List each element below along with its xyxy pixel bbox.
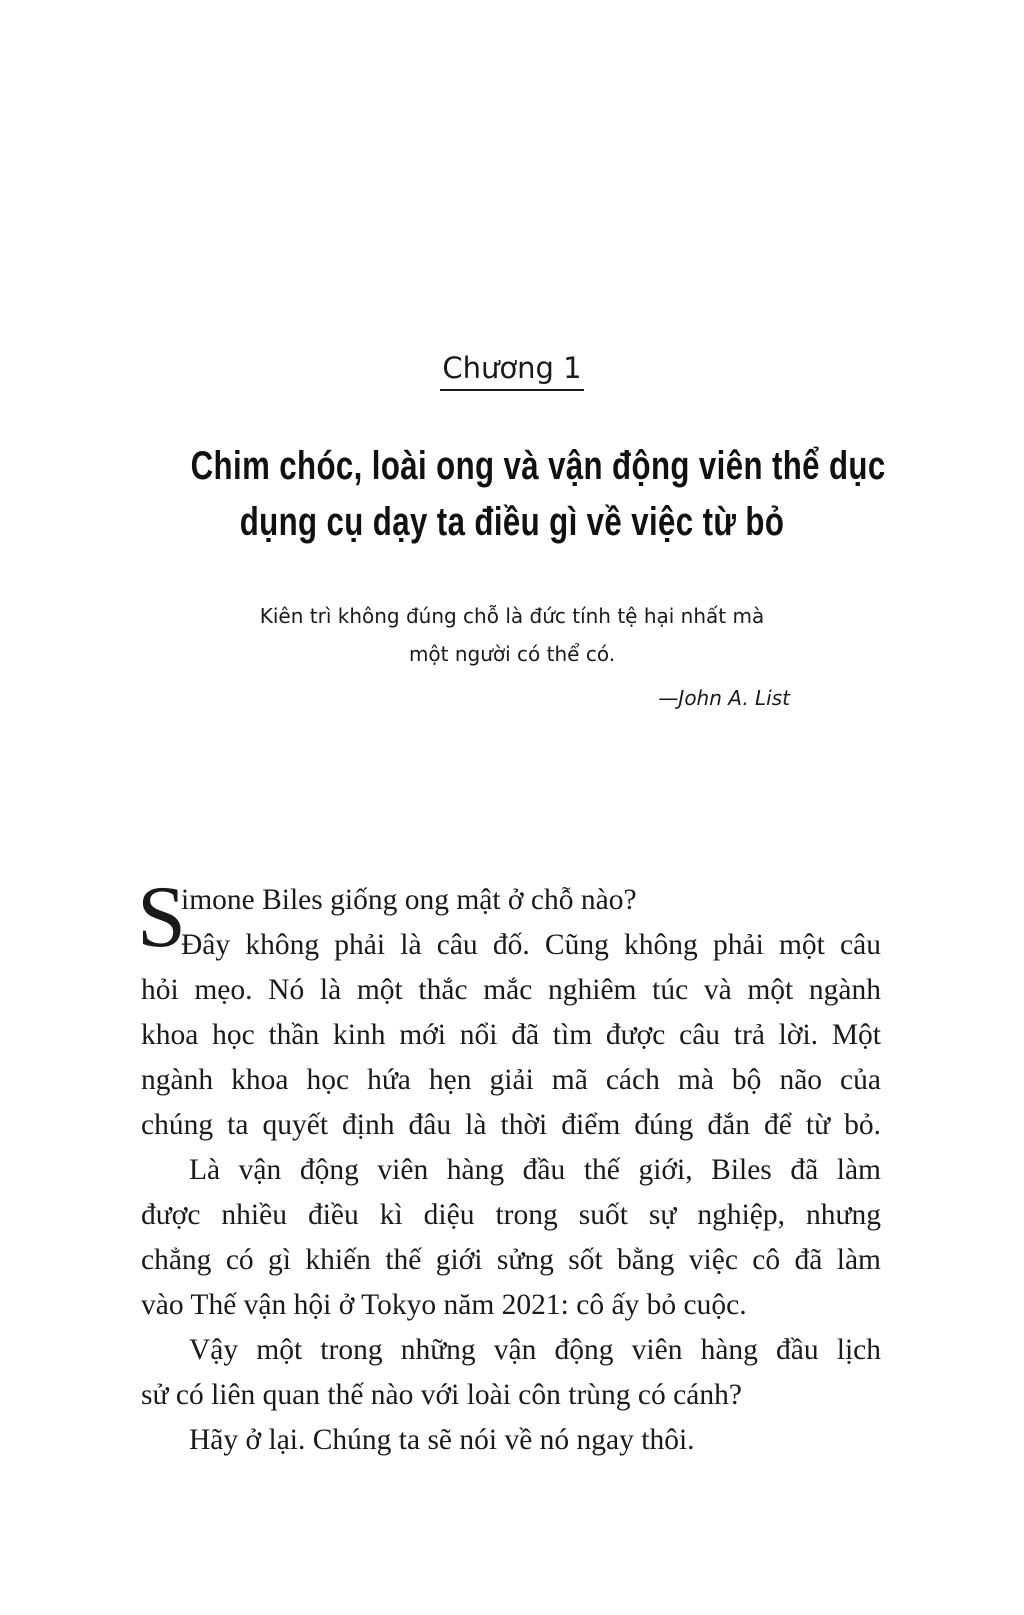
epigraph-attribution: —John A. List	[658, 686, 790, 710]
chapter-label-text: Chương 1	[440, 348, 583, 391]
chapter-title-line: Chim chóc, loài ong và vận động viên thể dục	[190, 444, 886, 488]
epigraph-line: một người có thể có.	[408, 642, 616, 666]
body-line: Đây không phải là câu đố. Cũng không phải một câu	[181, 929, 881, 961]
body-line: vào Thế vận hội ở Tokyo năm 2021: cô ấy bỏ cuộc.	[141, 1289, 747, 1321]
epigraph-quote	[200, 597, 824, 673]
body-line: imone Biles giống ong mật ở chỗ nào?	[181, 884, 637, 916]
body-line: chẳng có gì khiến thế giới sửng sốt bằng việc cô đã làm	[141, 1244, 881, 1276]
body-line: chúng ta quyết định đâu là thời điểm đúng đắn để từ bỏ.	[141, 1109, 881, 1141]
chapter-title-line: dụng cụ dạy ta điều gì về việc từ bỏ	[239, 500, 785, 544]
body-line: Vậy một trong những vận động viên hàng đầu lịch	[189, 1334, 881, 1366]
chapter-title	[190, 438, 886, 550]
body-line: Là vận động viên hàng đầu thế giới, Biles đã làm	[189, 1154, 881, 1186]
chapter-label	[0, 348, 1024, 391]
epigraph-line: Kiên trì không đúng chỗ là đức tính tệ hại nhất mà	[259, 604, 765, 628]
body-line: Hãy ở lại. Chúng ta sẽ nói về nó ngay thôi.	[189, 1424, 695, 1456]
body-line: hỏi mẹo. Nó là một thắc mắc nghiêm túc và một ngành	[141, 974, 881, 1006]
body-line: ngành khoa học hứa hẹn giải mã cách mà bộ não của	[141, 1064, 881, 1096]
body-text	[141, 878, 881, 1463]
drop-cap: S	[137, 869, 186, 966]
body-line: khoa học thần kinh mới nổi đã tìm được câu trả lời. Một	[141, 1019, 881, 1051]
body-line: sử có liên quan thế nào với loài côn trùng có cánh?	[141, 1379, 742, 1411]
body-line: được nhiều điều kì diệu trong suốt sự nghiệp, nhưng	[141, 1199, 881, 1231]
